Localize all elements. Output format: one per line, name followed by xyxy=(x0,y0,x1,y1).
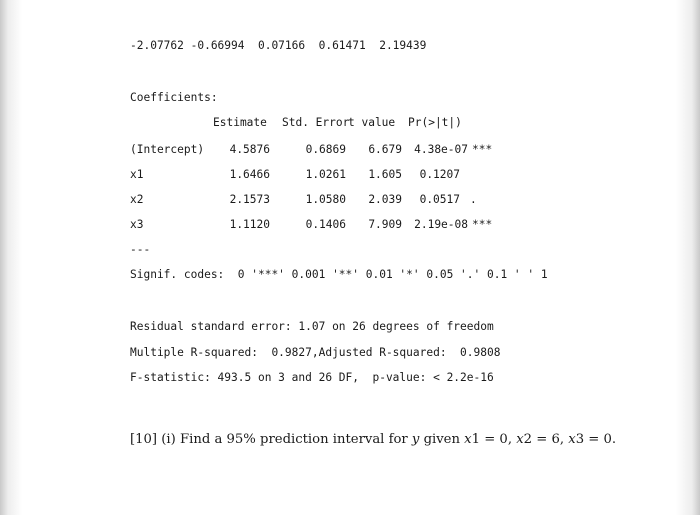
question-prefix: [10] (i) Find a 95% prediction interval for xyxy=(130,432,412,447)
signif-codes: Signif. codes: 0 '***' 0.001 '**' 0.01 '*' 0.05 '.' 0.1 ' ' 1 xyxy=(130,268,548,281)
question-x3-var: x xyxy=(568,432,576,447)
coef-row-t-value: 6.679 xyxy=(368,143,402,156)
question-mid: given xyxy=(419,432,465,447)
coef-row-estimate: 1.6466 xyxy=(229,168,270,181)
question-x2-rest: 2 = 6, xyxy=(523,432,569,447)
question-var-y: y xyxy=(411,432,420,447)
coef-row-name: x3 xyxy=(130,218,144,231)
coef-row-estimate: 2.1573 xyxy=(229,193,270,206)
coef-row-estimate: 4.5876 xyxy=(229,143,270,156)
coef-row-signif: . xyxy=(470,193,477,206)
question-text xyxy=(130,432,616,448)
col-header-std-error: Std. Error xyxy=(282,116,350,129)
coef-row-signif: *** xyxy=(472,143,493,156)
coef-row-estimate: 1.1120 xyxy=(229,218,270,231)
coef-row-name: x2 xyxy=(130,193,144,206)
question-x3-rest: 3 = 0. xyxy=(575,432,617,447)
coef-row-p-value: 0.0517 xyxy=(419,193,460,206)
coef-row-t-value: 7.909 xyxy=(368,218,402,231)
residual-quantiles: -2.07762 -0.66994 0.07166 0.61471 2.19439 xyxy=(130,39,427,52)
col-header-estimate: Estimate xyxy=(213,116,267,129)
coef-row-p-value: 0.1207 xyxy=(419,168,460,181)
question-x1-var: x xyxy=(464,432,472,447)
coef-row-p-value: 4.38e-07 xyxy=(414,143,468,156)
f-statistic-line: F-statistic: 493.5 on 3 and 26 DF, p-value: < 2.2e-16 xyxy=(130,371,494,384)
coef-row-name: (Intercept) xyxy=(130,143,205,156)
col-header-p-value: Pr(>|t|) xyxy=(408,116,462,129)
coef-row-std-error: 1.0261 xyxy=(305,168,346,181)
coef-row-std-error: 0.1406 xyxy=(305,218,346,231)
col-header-t-value: t value xyxy=(348,116,396,129)
question-x2-var: x xyxy=(516,432,524,447)
coef-row-signif: *** xyxy=(472,218,493,231)
question-x1-rest: 1 = 0, xyxy=(471,432,517,447)
coefficients-heading: Coefficients: xyxy=(130,91,218,104)
r-squared-line: Multiple R-squared: 0.9827,Adjusted R-squared: 0.9808 xyxy=(130,346,501,359)
coef-row-t-value: 1.605 xyxy=(368,168,402,181)
coef-row-t-value: 2.039 xyxy=(368,193,402,206)
coef-row-name: x1 xyxy=(130,168,144,181)
coef-row-p-value: 2.19e-08 xyxy=(414,218,468,231)
coef-row-std-error: 1.0580 xyxy=(305,193,346,206)
residual-standard-error: Residual standard error: 1.07 on 26 degrees of freedom xyxy=(130,320,494,333)
coef-row-std-error: 0.6869 xyxy=(305,143,346,156)
separator-line: --- xyxy=(130,243,151,256)
